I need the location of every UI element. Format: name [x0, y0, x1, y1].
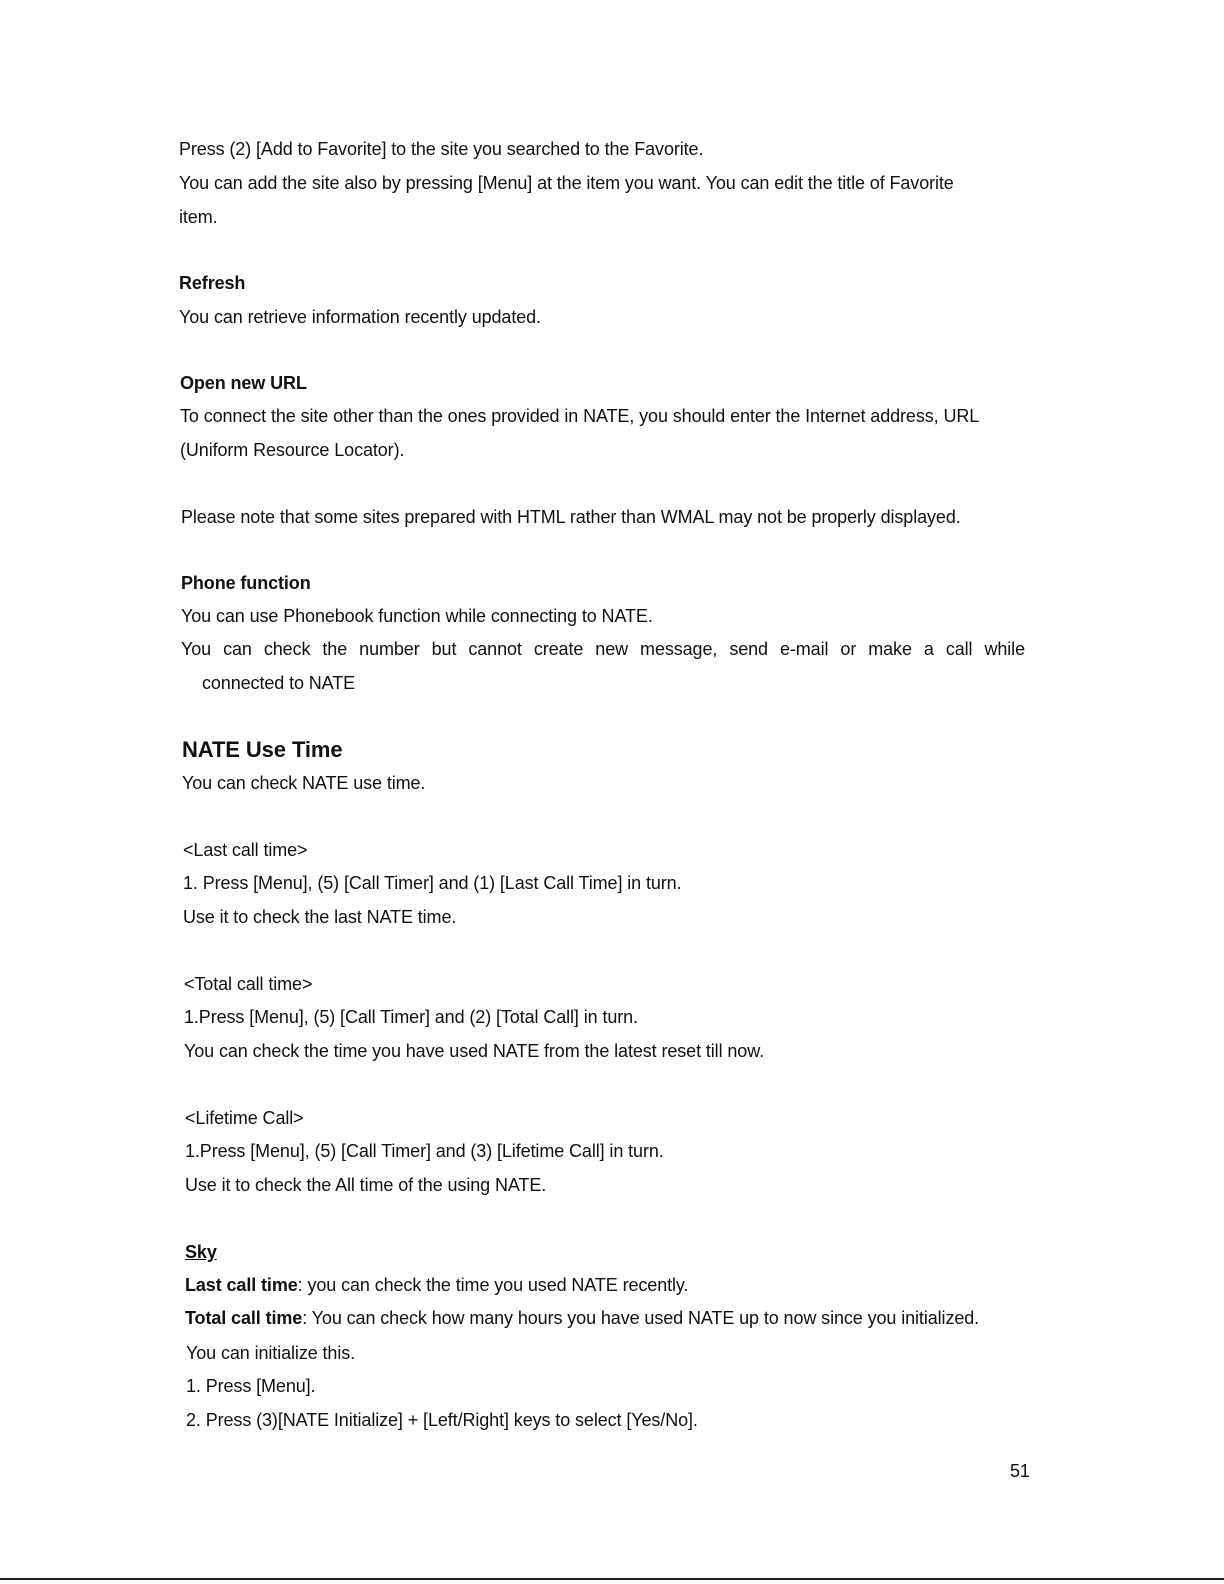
refresh-text: You can retrieve information recently updated. [179, 307, 541, 327]
total-call-step: 1.Press [Menu], (5) [Call Timer] and (2) [Total Call] in turn. [184, 1007, 638, 1027]
open-url-heading: Open new URL [180, 373, 307, 393]
lifetime-call-step: 1.Press [Menu], (5) [Call Timer] and (3) [Lifetime Call] in turn. [185, 1141, 664, 1161]
nate-use-time-heading: NATE Use Time [182, 737, 343, 762]
open-url-text-cont: (Uniform Resource Locator). [180, 440, 405, 460]
total-call-desc: You can check the time you have used NATE from the latest reset till now. [184, 1041, 765, 1061]
last-call-label: <Last call time> [183, 840, 308, 860]
sky-heading: Sky [185, 1242, 217, 1262]
sky-step-2: 2. Press (3)[NATE Initialize] + [Left/Right] keys to select [Yes/No]. [186, 1410, 698, 1430]
sky-step-1: 1. Press [Menu]. [186, 1376, 316, 1396]
page-bottom-rule [0, 1578, 1224, 1580]
favorite-menu-text-cont: item. [179, 207, 218, 227]
favorite-menu-text: You can add the site also by pressing [Menu] at the item you want. You can edit the title of Favorite [179, 173, 954, 193]
sky-last-call-text: : you can check the time you used NATE recently. [297, 1275, 689, 1295]
phone-function-text: You can use Phonebook function while connecting to NATE. [181, 606, 653, 626]
lifetime-call-label: <Lifetime Call> [185, 1108, 304, 1128]
open-url-note: Please note that some sites prepared with HTML rather than WMAL may not be properly displayed. [181, 507, 961, 527]
sky-total-call-line [185, 1307, 979, 1329]
refresh-heading: Refresh [179, 273, 246, 293]
sky-total-call-label: Total call time [185, 1308, 303, 1328]
sky-last-call-label: Last call time [185, 1275, 298, 1295]
last-call-step: 1. Press [Menu], (5) [Call Timer] and (1) [Last Call Time] in turn. [183, 873, 682, 893]
lifetime-call-desc: Use it to check the All time of the using NATE. [185, 1175, 547, 1195]
sky-last-call-line [185, 1274, 688, 1296]
nate-use-time-intro: You can check NATE use time. [182, 773, 426, 793]
total-call-label: <Total call time> [184, 974, 313, 994]
page-number: 51 [1010, 1461, 1030, 1481]
phone-function-heading: Phone function [181, 573, 311, 593]
favorite-add-text: Press (2) [Add to Favorite] to the site you searched to the Favorite. [179, 139, 704, 159]
phone-function-text-2: You can check the number but cannot create new message, send e-mail or make a call while [181, 639, 1025, 659]
phone-function-text-3: connected to NATE [202, 673, 356, 693]
sky-init-text: You can initialize this. [186, 1343, 356, 1363]
last-call-desc: Use it to check the last NATE time. [183, 907, 457, 927]
sky-total-call-text: : You can check how many hours you have used NATE up to now since you initialized. [302, 1308, 980, 1328]
open-url-text: To connect the site other than the ones provided in NATE, you should enter the Internet address, URL [180, 406, 980, 426]
